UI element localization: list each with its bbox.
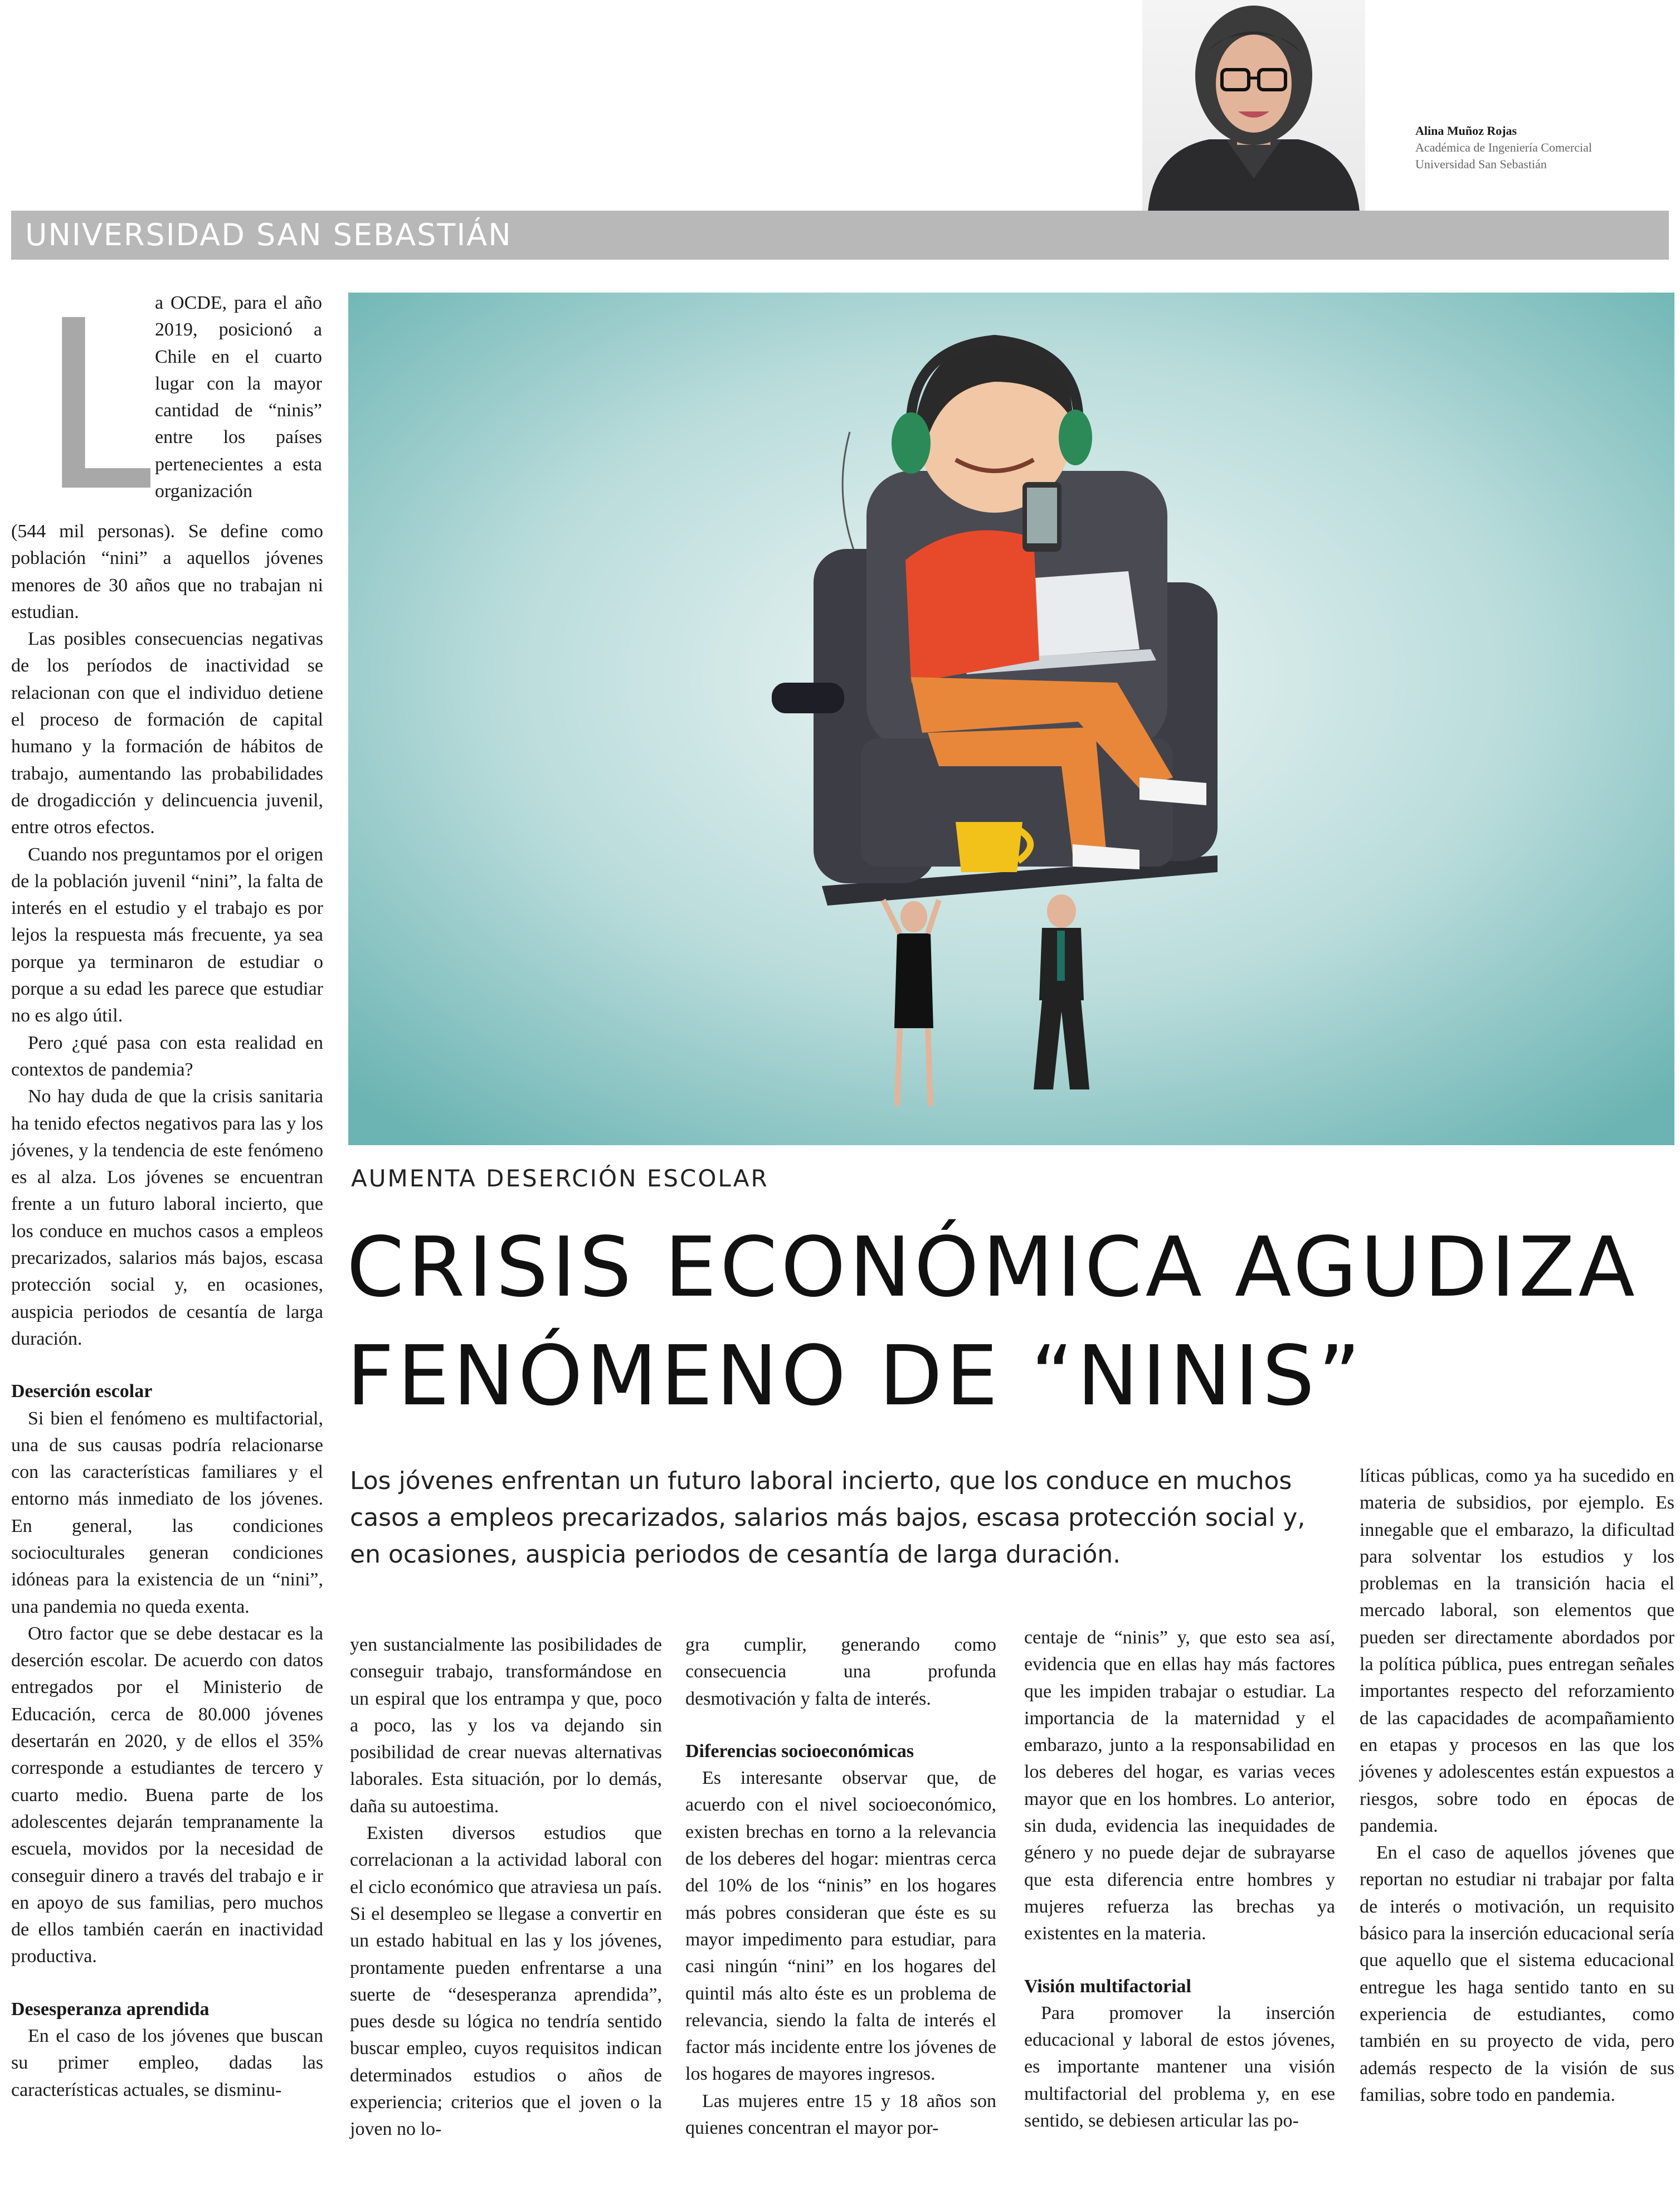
paragraph: Es interesante observar que, de acuerdo con el nivel socioeconómico, existen brechas en torno a la relevancia de los deberes del hogar: mientras cerca del 10% de los “ninis” en los hogares más pobres consideran que éste es su mayor impedimento para estudiar, para casi ningún “nini” en los hogares del quintil más alto éste es un problema de relevancia, siendo la falta de interés el factor más incidente entre los jóvenes de los hogares de mayores ingresos. [685, 1768, 996, 2085]
subheading-desesperanza: Desesperanza aprendida [11, 1998, 210, 2020]
paragraph: Las mujeres entre 15 y 18 años son quienes concentran el mayor por- [685, 2090, 996, 2139]
paragraph: (544 mil personas). Se define como población “nini” a aquellos jóvenes menores de 30 años que no trabajan ni estudian. [11, 521, 323, 622]
paragraph: gra cumplir, generando como consecuencia una profunda desmotivación y falta de interés. [685, 1634, 996, 1709]
author-role: Académica de Ingeniería Comercial [1415, 140, 1593, 154]
paragraph: Si bien el fenómeno es multifactorial, una de sus causas podría relacionarse con las características familiares y el entorno más inmediato de los jóvenes. En general, las condiciones socioculturales generan condiciones idóneas para la existencia de un “nini”, una pandemia no queda exenta. [11, 1408, 323, 1617]
author-photo [1142, 0, 1365, 212]
intro-lines: a OCDE, para el año 2019, posicionó a Chile en el cuarto lugar con la mayor cantidad de “ninis” entre los países pertenecientes a esta organización [155, 293, 322, 502]
paragraph: Existen diversos estudios que correlacionan a la actividad laboral con el ciclo económico que atraviesa un país. Si el desempleo se llegase a convertir en un estado habitual en las y los jóvenes, prontamente pueden enfrentarse a una suerte de “desesperanza aprendida”, pues desde su lógica no tendría sentido buscar empleo, cuyos requisitos indican determinados estudios o años de experiencia; criterios que el joven o la joven no lo- [350, 1823, 662, 2140]
paragraph: Para promover la inserción educacional y laboral de estos jóvenes, es importante mantener una visión multifactorial del problema y, en ese sentido, se debiesen articular las po- [1024, 2002, 1335, 2132]
kicker: AUMENTA DESERCIÓN ESCOLAR [351, 1165, 769, 1192]
body-column-5 [1360, 1463, 1674, 2109]
body-column-1 [11, 518, 323, 2104]
paragraph: No hay duda de que la crisis sanitaria ha tenido efectos negativos para las y los jóvenes, y la tendencia de este fenómeno es al alza. Los jóvenes se encuentran frente a un futuro laboral incierto, que los conduce en muchos casos a empleos precarizados, salarios más bajos, escasa protección social y, en ocasiones, auspicia periodos de cesantía de larga duración. [11, 1086, 323, 1349]
paragraph: Pero ¿qué pasa con esta realidad en contextos de pandemia? [11, 1032, 323, 1080]
drop-cap [39, 304, 150, 499]
headline-line-1: CRISIS ECONÓMICA AGUDIZA [347, 1219, 1638, 1315]
lead-paragraph: Los jóvenes enfrentan un futuro laboral incierto, que los conduce en muchos casos a empleos precarizados, salarios más bajos, escasa protección social y, en ocasiones, auspicia periodos de cesantía de larga duración. [350, 1467, 1306, 1569]
author-institution: Universidad San Sebastián [1415, 157, 1547, 171]
article-illustration [348, 293, 1674, 1145]
body-column-2 [350, 1632, 662, 2143]
drop-cap-letter: L [39, 304, 150, 499]
paragraph: líticas públicas, como ya ha sucedido en materia de subsidios, por ejemplo. Es innegable que el embarazo, la dificultad para solventar los estudios y los problemas en la transición hacia el mercado laboral, son elementos que pueden ser directamente abordados por la política pública, pues entregan señales importantes respecto del reforzamiento de las capacidades de acompañamiento en etapas y procesos en las que los jóvenes y adolescentes están expuestos a riesgos, sobre todo en épocas de pandemia. [1360, 1466, 1674, 1836]
paragraph: Las posibles consecuencias negativas de los períodos de inactividad se relacionan con que el individuo detiene el proceso de formación de capital humano y la formación de hábitos de trabajo, aumentando las probabilidades de drogadicción y delincuencia juvenil, entre otros efectos. [11, 629, 323, 838]
author-name: Alina Muñoz Rojas [1415, 124, 1517, 138]
paragraph: En el caso de aquellos jóvenes que reportan no estudiar ni trabajar por falta de interés o motivación, un requisito básico para la inserción educacional sería que aquello que el sistema educacional entregue les haga sentido tanto en su experiencia de estudiantes, como también en su proyecto de vida, pero además respecto de la visión de sus familias, sobre todo en pandemia. [1360, 1842, 1674, 2105]
body-column-3 [685, 1632, 996, 2142]
section-label: UNIVERSIDAD SAN SEBASTIÁN [25, 217, 512, 252]
subheading-diferencias: Diferencias socioeconómicas [685, 1740, 914, 1762]
headline-line-2: FENÓMENO DE “NINIS” [347, 1328, 1364, 1424]
paragraph: Otro factor que se debe destacar es la deserción escolar. De acuerdo con datos entregados por el Ministerio de Educación, cerca de 80.000 jóvenes desertarán en 2020, y de ellos el 35% corresponde a estudiantes de tercero y cuarto medio. Buena parte de los adolescentes dejarán tempranamente la escuela, movidos por la necesidad de conseguir dinero a través del trabajo e ir en apoyo de sus familias, pero muchos de ellos también caerán en inactividad productiva. [11, 1623, 323, 1967]
body-column-4 [1024, 1624, 1335, 2134]
paragraph: Cuando nos preguntamos por el origen de la población juvenil “nini”, la falta de interés en el estudio y el trabajo es por lejos la respuesta más frecuente, ya sea porque ya terminaron de estudiar o porque a su edad les parece que estudiar no es algo útil. [11, 844, 323, 1026]
subheading-desercion: Deserción escolar [11, 1381, 153, 1402]
paragraph: En el caso de los jóvenes que buscan su primer empleo, dadas las características actuales, se disminu- [11, 2026, 323, 2100]
subheading-vision: Visión multifactorial [1024, 1976, 1191, 1997]
paragraph: yen sustancialmente las posibilidades de conseguir trabajo, transformándose en un espiral que los entrampa y que, poco a poco, las y los va dejando sin posibilidad de crear nuevas alternativas laborales. Esta situación, por lo demás, daña su autoestima. [350, 1634, 662, 1817]
paragraph: centaje de “ninis” y, que esto sea así, evidencia que en ellas hay más factores que les impiden trabajar o estudiar. La importancia de la maternidad y el embarazo, junto a la responsabilidad en los deberes del hogar, es varias veces mayor que en los hombres. Lo anterior, sin duda, evidencia las inequidades de género y no puede dejar de subrayarse que esta diferencia entre hombres y mujeres refuerza las brechas ya existentes en la materia. [1024, 1627, 1335, 1944]
